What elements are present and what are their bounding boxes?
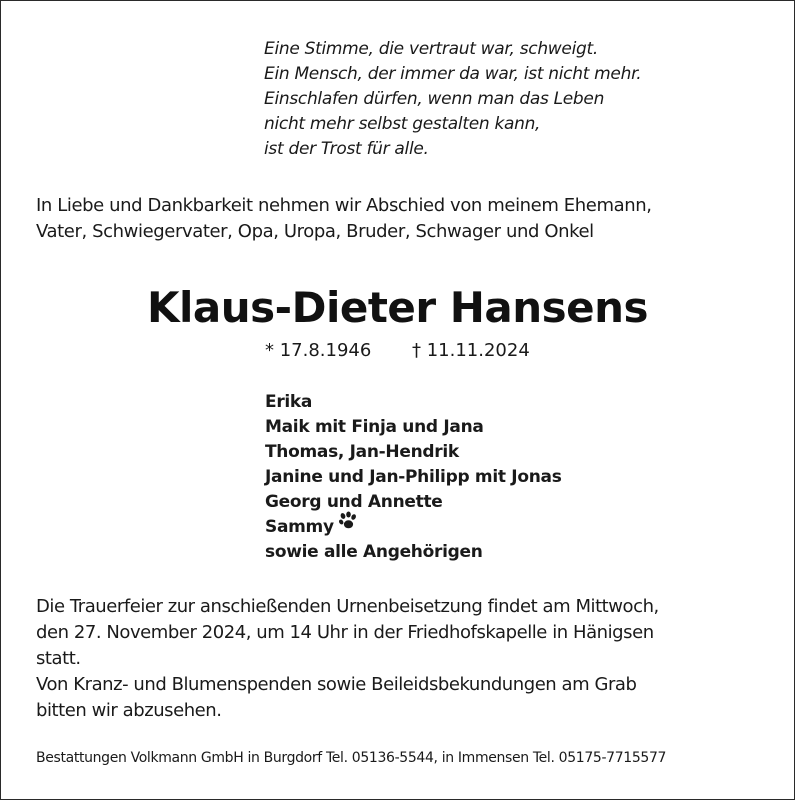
intro-line: Vater, Schwiegervater, Opa, Uropa, Bruder, Schwager und Onkel <box>36 221 594 242</box>
family-member: Thomas, Jan-Hendrik <box>265 442 459 462</box>
intro-line: In Liebe und Dankbarkeit nehmen wir Abschied von meinem Ehemann, <box>36 195 652 216</box>
family-member-pet <box>265 515 562 540</box>
funeral-home-footer: Bestattungen Volkmann GmbH in Burgdorf Tel. 05136-5544, in Immensen Tel. 05175-7715577 <box>36 750 667 766</box>
ceremony-line: statt. <box>36 648 81 669</box>
family-member: Georg und Annette <box>265 492 443 512</box>
paw-print-icon <box>338 511 358 539</box>
ceremony-line: bitten wir abzusehen. <box>36 700 222 721</box>
ceremony-text <box>36 594 659 724</box>
poem-line: ist der Trost für alle. <box>264 139 429 159</box>
family-member: sowie alle Angehörigen <box>265 542 483 562</box>
family-list <box>265 390 562 565</box>
intro-text <box>36 193 652 245</box>
family-member: Erika <box>265 392 313 412</box>
deceased-name: Klaus-Dieter Hansens <box>146 283 649 332</box>
family-member: Maik mit Finja und Jana <box>265 417 484 437</box>
poem <box>264 37 641 162</box>
poem-line: Ein Mensch, der immer da war, ist nicht mehr. <box>264 64 642 84</box>
death-date: † 11.11.2024 <box>412 340 530 361</box>
birth-date: * 17.8.1946 <box>265 340 372 361</box>
poem-line: nicht mehr selbst gestalten kann, <box>264 114 541 134</box>
poem-line: Einschlafen dürfen, wenn man das Leben <box>264 89 605 109</box>
ceremony-line: den 27. November 2024, um 14 Uhr in der Friedhofskapelle in Hänigsen <box>36 622 654 643</box>
ceremony-line: Die Trauerfeier zur anschießenden Urnenbeisetzung findet am Mittwoch, <box>36 596 659 617</box>
family-member: Janine und Jan-Philipp mit Jonas <box>265 467 562 487</box>
ceremony-line: Von Kranz- und Blumenspenden sowie Beileidsbekundungen am Grab <box>36 674 637 695</box>
pet-name: Sammy <box>265 517 334 537</box>
poem-line: Eine Stimme, die vertraut war, schweigt. <box>264 39 598 59</box>
